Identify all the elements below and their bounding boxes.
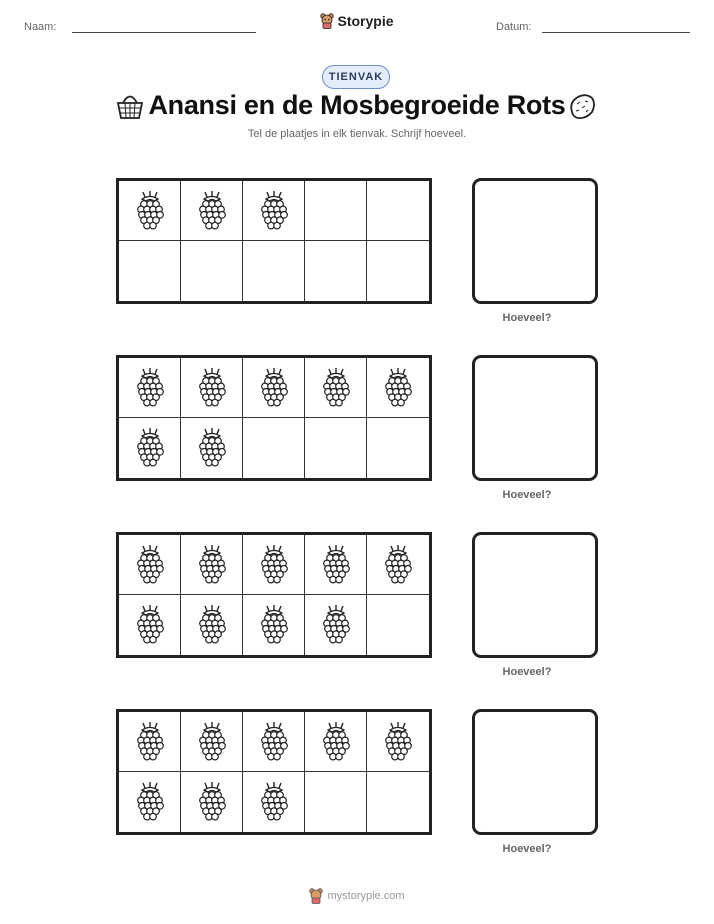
ten-frame-cell	[119, 535, 181, 595]
raspberry-icon	[381, 368, 415, 408]
raspberry-icon	[257, 605, 291, 645]
ten-frame-cell	[305, 181, 367, 241]
raspberry-icon	[257, 191, 291, 231]
ten-frame-cell	[243, 535, 305, 595]
ten-frame-cell	[181, 772, 243, 832]
answer-label: Hoeveel?	[502, 489, 552, 501]
ten-frame-cell	[119, 418, 181, 478]
answer-label: Hoeveel?	[502, 666, 552, 678]
ten-frame-cell	[243, 595, 305, 655]
ten-frame-cell	[243, 418, 305, 478]
ten-frame-cell	[305, 712, 367, 772]
raspberry-icon	[319, 722, 353, 762]
ten-frame-cell	[367, 358, 429, 418]
raspberry-icon	[195, 428, 229, 468]
raspberry-icon	[133, 191, 167, 231]
ten-frame-cell	[305, 241, 367, 301]
raspberry-icon	[133, 722, 167, 762]
ten-frame-cell	[181, 181, 243, 241]
raspberry-icon	[257, 368, 291, 408]
ten-frame-cell	[181, 535, 243, 595]
answer-label: Hoeveel?	[502, 843, 552, 855]
ten-frame-cell	[367, 181, 429, 241]
ten-frame-cell	[305, 772, 367, 832]
ten-frame-cell	[181, 241, 243, 301]
ten-frame-cell	[367, 772, 429, 832]
ten-frame-cell	[119, 358, 181, 418]
ten-frame-cell	[305, 535, 367, 595]
ten-frame	[116, 355, 432, 481]
raspberry-icon	[133, 428, 167, 468]
date-label: Datum:	[496, 21, 532, 33]
raspberry-icon	[381, 545, 415, 585]
raspberry-icon	[195, 191, 229, 231]
answer-box[interactable]	[472, 355, 598, 481]
raspberry-icon	[319, 605, 353, 645]
ten-frame-cell	[119, 595, 181, 655]
raspberry-icon	[195, 605, 229, 645]
ten-frame-cell	[243, 241, 305, 301]
footer-url: mystorypie.com	[327, 890, 405, 902]
brand-logo	[0, 13, 714, 32]
ten-frame-cell	[305, 418, 367, 478]
ten-frame-cell	[243, 181, 305, 241]
name-line[interactable]	[72, 32, 256, 33]
raspberry-icon	[319, 545, 353, 585]
ten-frame-cell	[305, 358, 367, 418]
raspberry-icon	[257, 782, 291, 822]
raspberry-icon	[257, 722, 291, 762]
date-line[interactable]	[542, 32, 690, 33]
rock-icon	[568, 92, 596, 125]
raspberry-icon	[257, 545, 291, 585]
ten-frame-cell	[119, 772, 181, 832]
ten-frame-cell	[367, 241, 429, 301]
raspberry-icon	[195, 545, 229, 585]
answer-box[interactable]	[472, 532, 598, 658]
raspberry-icon	[195, 782, 229, 822]
raspberry-icon	[133, 605, 167, 645]
brand-name: Storypie	[337, 13, 394, 29]
raspberry-icon	[133, 782, 167, 822]
ten-frame-cell	[181, 358, 243, 418]
ten-frame-cell	[243, 358, 305, 418]
ten-frame-cell	[305, 595, 367, 655]
raspberry-icon	[195, 722, 229, 762]
bear-mascot-icon	[309, 888, 323, 904]
ten-frame-cell	[367, 595, 429, 655]
raspberry-icon	[133, 545, 167, 585]
footer	[0, 888, 714, 907]
ten-frame	[116, 178, 432, 304]
ten-frame-cell	[367, 535, 429, 595]
ten-frame-cell	[181, 418, 243, 478]
answer-label: Hoeveel?	[502, 312, 552, 324]
ten-frame-cell	[119, 241, 181, 301]
bear-mascot-icon	[320, 13, 334, 29]
raspberry-icon	[381, 722, 415, 762]
raspberry-icon	[195, 368, 229, 408]
raspberry-icon	[319, 368, 353, 408]
ten-frame-cell	[119, 712, 181, 772]
ten-frame-cell	[243, 772, 305, 832]
name-label: Naam:	[24, 21, 57, 33]
ten-frame-cell	[367, 418, 429, 478]
ten-frame	[116, 532, 432, 658]
raspberry-icon	[133, 368, 167, 408]
ten-frame-cell	[367, 712, 429, 772]
ten-frame	[116, 709, 432, 835]
ten-frame-cell	[181, 595, 243, 655]
ten-frame-cell	[119, 181, 181, 241]
page-title: Anansi en de Mosbegroeide Rots	[148, 90, 566, 120]
answer-box[interactable]	[472, 709, 598, 835]
ten-frame-cell	[243, 712, 305, 772]
instructions: Tel de plaatjes in elk tienvak. Schrijf hoeveel.	[247, 128, 467, 140]
ten-frame-cell	[181, 712, 243, 772]
worksheet-type-badge: TIENVAK	[322, 65, 390, 89]
answer-box[interactable]	[472, 178, 598, 304]
